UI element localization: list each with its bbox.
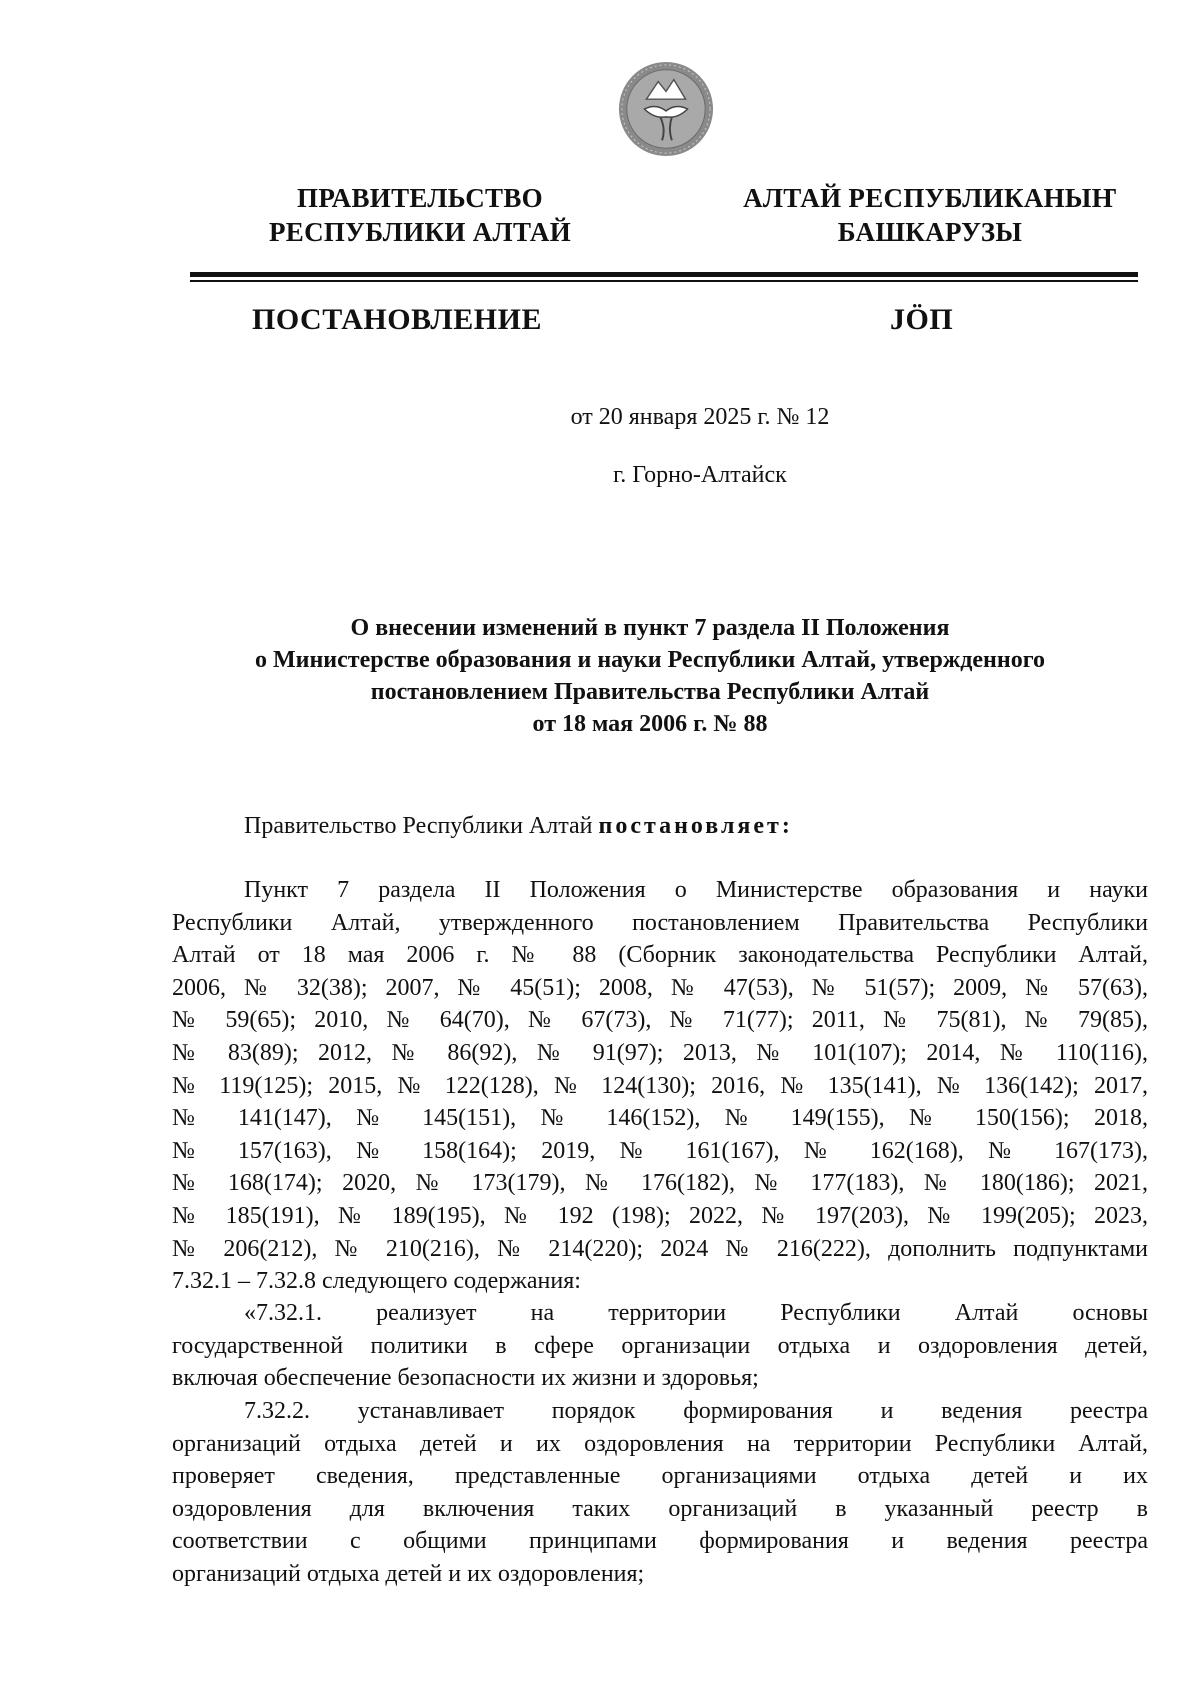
subpoint-line: соответствии с общими принципами формирования и ведения реестра bbox=[172, 1528, 1148, 1555]
title-line: о Министерстве образования и науки Республики Алтай, утвержденного bbox=[255, 647, 1045, 673]
subpoint-line: включая обеспечение безопасности их жизни и здоровья; bbox=[172, 1365, 759, 1392]
document-type-altai: JӦП bbox=[890, 303, 954, 336]
document-title bbox=[150, 612, 1150, 740]
header-divider-thin bbox=[190, 280, 1138, 282]
paragraph-line: № 141(147), № 145(151), № 146(152), № 149(155), № 150(156); 2018, bbox=[172, 1105, 1148, 1132]
subpoint-line: организаций отдыха детей и их оздоровления на территории Республики Алтай, bbox=[172, 1430, 1148, 1457]
header-left-line2: РЕСПУБЛИКИ АЛТАЙ bbox=[268, 217, 572, 247]
paragraph-line: Республики Алтай, утвержденного постановлением Правительства Республики bbox=[172, 909, 1148, 936]
title-line: постановлением Правительства Республики Алтай bbox=[370, 679, 930, 705]
document-type-russian: ПОСТАНОВЛЕНИЕ bbox=[252, 303, 542, 336]
paragraph-line: № 168(174); 2020, № 173(179), № 176(182), № 177(183), № 180(186); 2021, bbox=[172, 1170, 1148, 1197]
subpoint-line: оздоровления для включения таких организаций в указанный реестр в bbox=[172, 1495, 1148, 1522]
subpoint-7-32-1 bbox=[172, 1297, 1148, 1395]
header-right-line1: АЛТАЙ РЕСПУБЛИКАНЫҤ bbox=[743, 183, 1117, 213]
paragraph-line: № 59(65); 2010, № 64(70), № 67(73), № 71(77); 2011, № 75(81), № 79(85), bbox=[172, 1007, 1148, 1034]
title-line: О внесении изменений в пункт 7 раздела II Положения bbox=[350, 615, 950, 641]
subpoint-line: организаций отдыха детей и их оздоровления; bbox=[172, 1560, 645, 1587]
government-name-russian bbox=[220, 181, 620, 249]
header-left-line1: ПРАВИТЕЛЬСТВО bbox=[297, 183, 543, 213]
header-divider-thick bbox=[190, 272, 1138, 277]
subpoint-line: 7.32.2. устанавливает порядок формирования и ведения реестра bbox=[244, 1398, 1148, 1424]
title-line: от 18 мая 2006 г. № 88 bbox=[532, 711, 768, 737]
subpoint-7-32-2 bbox=[172, 1395, 1148, 1591]
paragraph-line: Пункт 7 раздела II Положения о Министерстве образования и науки bbox=[244, 877, 1148, 903]
subpoint-line: проверяет сведения, представленные организациями отдыха детей и их bbox=[172, 1463, 1148, 1490]
paragraph-line: № 157(163), № 158(164); 2019, № 161(167), № 162(168), № 167(173), bbox=[172, 1137, 1148, 1164]
paragraph-line: Алтай от 18 мая 2006 г. № 88 (Сборник законодательства Республики Алтай, bbox=[172, 942, 1148, 969]
header-right-line2: БАШКАРУЗЫ bbox=[837, 217, 1023, 247]
main-paragraph bbox=[172, 874, 1148, 1298]
paragraph-line: № 206(212), № 210(216), № 214(220); 2024 № 216(222), дополнить подпунктами bbox=[172, 1235, 1148, 1262]
paragraph-line: № 185(191), № 189(195), № 192 (198); 2022, № 197(203), № 199(205); 2023, bbox=[172, 1202, 1148, 1229]
intro-text: Правительство Республики Алтай bbox=[244, 813, 599, 839]
subpoint-line: государственной политики в сфере организации отдыха и оздоровления детей, bbox=[172, 1332, 1148, 1359]
paragraph-line: 2006, № 32(38); 2007, № 45(51); 2008, № 47(53), № 51(57); 2009, № 57(63), bbox=[172, 974, 1148, 1001]
document-city: г. Горно-Алтайск bbox=[613, 462, 787, 488]
paragraph-line: № 119(125); 2015, № 122(128), № 124(130); 2016, № 135(141), № 136(142); 2017, bbox=[172, 1072, 1148, 1099]
paragraph-line: 7.32.1 – 7.32.8 следующего содержания: bbox=[172, 1268, 581, 1295]
resolution-intro bbox=[172, 810, 1148, 843]
paragraph-line: № 83(89); 2012, № 86(92), № 91(97); 2013, № 101(107); 2014, № 110(116), bbox=[172, 1039, 1148, 1066]
coat-of-arms-emblem bbox=[617, 60, 715, 158]
government-name-altai bbox=[710, 181, 1150, 249]
subpoint-line: «7.32.1. реализует на территории Республики Алтай основы bbox=[244, 1300, 1148, 1326]
intro-emphasis: постановляет: bbox=[598, 813, 793, 839]
document-date-number: от 20 января 2025 г. № 12 bbox=[570, 404, 830, 430]
